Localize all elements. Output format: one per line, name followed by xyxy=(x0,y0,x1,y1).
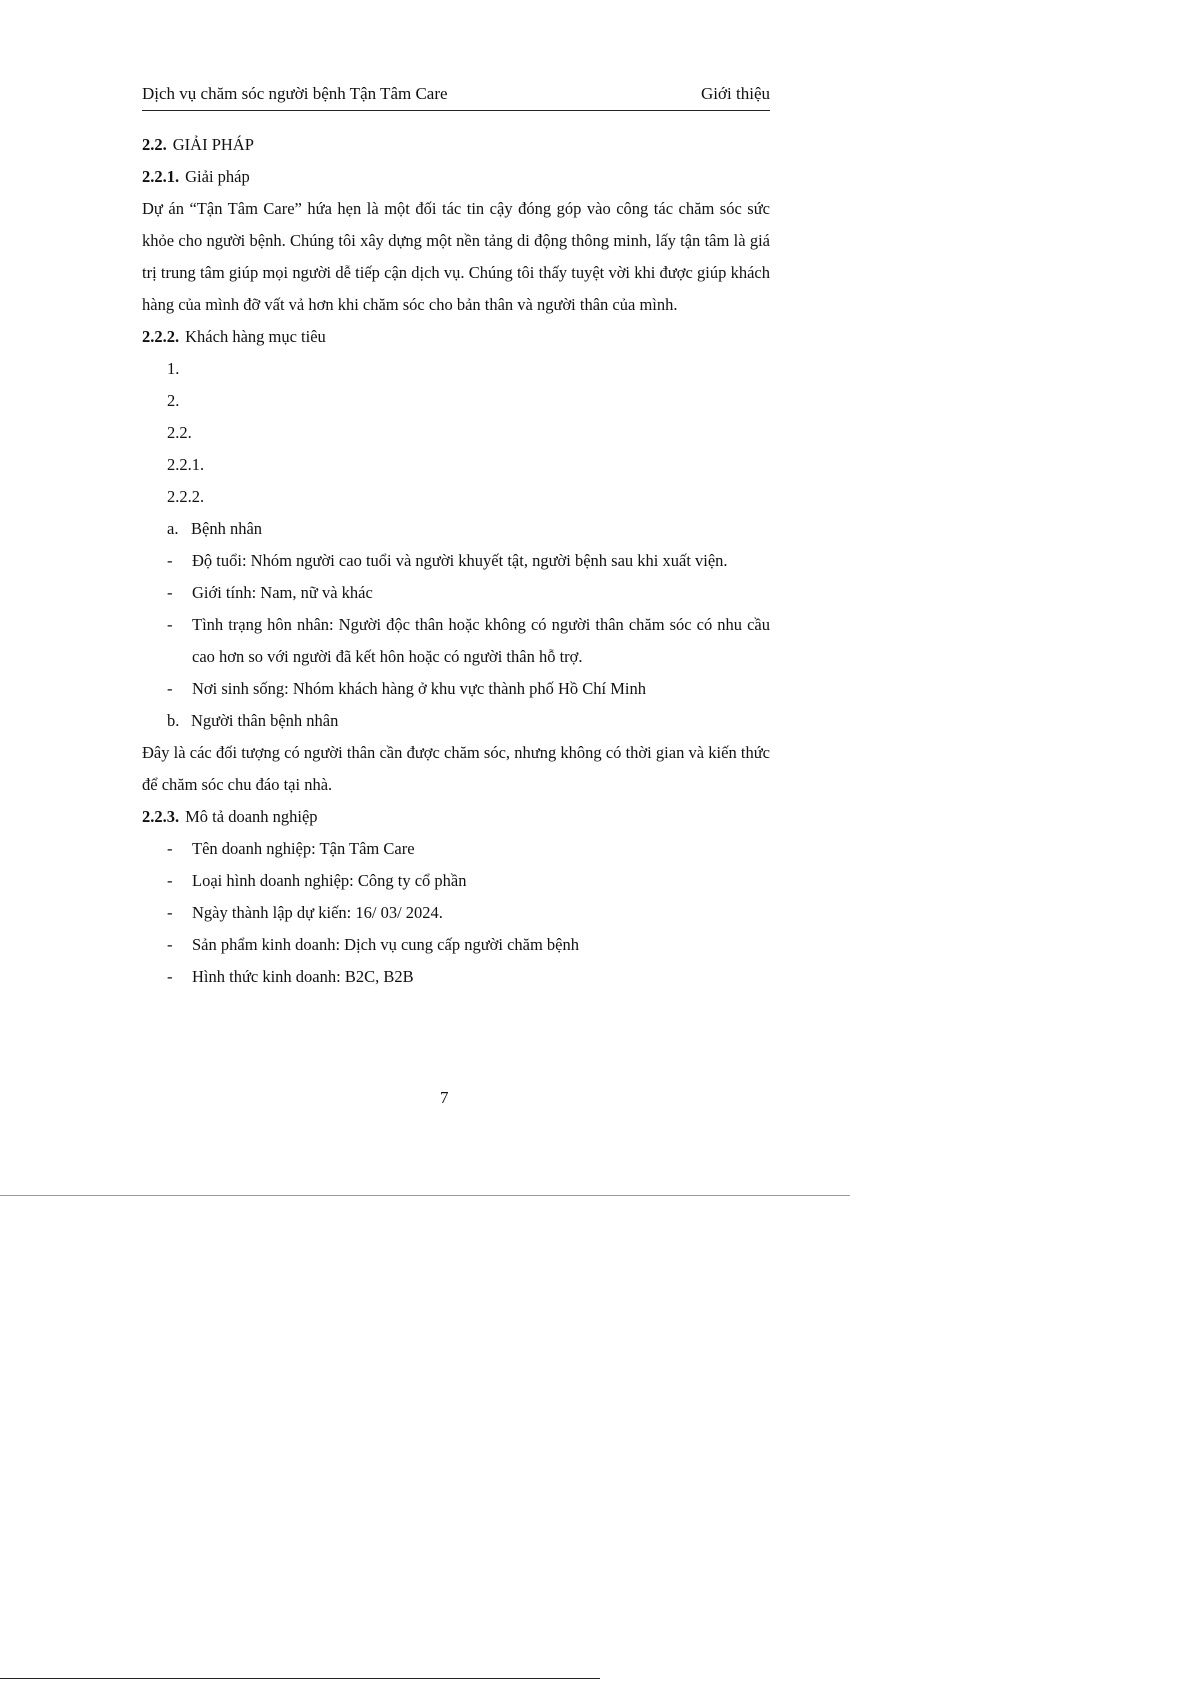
subsection-title: Giải pháp xyxy=(185,167,250,186)
list-item-text: Loại hình doanh nghiệp: Công ty cổ phần xyxy=(192,871,467,890)
section-heading xyxy=(142,129,770,161)
list-item-text: Sản phẩm kinh doanh: Dịch vụ cung cấp người chăm bệnh xyxy=(192,935,580,954)
dash-bullet: - xyxy=(167,967,173,986)
dash-bullet: - xyxy=(167,615,173,634)
solution-paragraph: Dự án “Tận Tâm Care” hứa hẹn là một đối tác tin cậy đóng góp vào công tác chăm sóc sức khỏe cho người bệnh. Chúng tôi xây dựng một nền tảng di động thông minh, lấy tận tâm là giá trị trung tâm giúp mọi người dễ tiếp cận dịch vụ. Chúng tôi thấy tuyệt vời khi được giúp khách hàng của mình đỡ vất vả hơn khi chăm sóc cho bản thân và người thân của mình. xyxy=(142,199,770,314)
header-title: Dịch vụ chăm sóc người bệnh Tận Tâm Care xyxy=(142,84,448,103)
dash-bullet: - xyxy=(167,583,173,602)
running-header xyxy=(142,80,770,111)
dash-bullet: - xyxy=(167,871,173,890)
list-item-text: Tình trạng hôn nhân: Người độc thân hoặc không có người thân chăm sóc có nhu cầu cao hơn so với người đã kết hôn hoặc có người thân hỗ trợ. xyxy=(192,615,770,666)
list-item xyxy=(142,961,770,993)
dash-bullet: - xyxy=(167,903,173,922)
dash-bullet: - xyxy=(167,679,173,698)
outline-number: 2.2.2. xyxy=(167,487,205,506)
list-item xyxy=(142,929,770,961)
relatives-paragraph: Đây là các đối tượng có người thân cần được chăm sóc, nhưng không có thời gian và kiến thức để chăm sóc chu đáo tại nhà. xyxy=(142,743,770,794)
page-number: 7 xyxy=(440,1088,449,1107)
outline-number: 2. xyxy=(167,391,180,410)
group-a-title: Bệnh nhân xyxy=(191,519,263,538)
dash-bullet: - xyxy=(167,935,173,954)
subsection-heading-2-2-1 xyxy=(142,161,770,193)
section-number: 2.2. xyxy=(142,135,167,154)
list-item xyxy=(142,673,770,705)
footnote-rule xyxy=(0,1678,600,1679)
list-item-text: Hình thức kinh doanh: B2C, B2B xyxy=(192,967,414,986)
group-a-mark: a. xyxy=(167,519,179,538)
group-b-title: Người thân bệnh nhân xyxy=(191,711,339,730)
page-content xyxy=(142,129,770,993)
page-bottom-rule xyxy=(0,1195,850,1196)
section-title: GIẢI PHÁP xyxy=(172,135,254,154)
subsection-number: 2.2.2. xyxy=(142,327,180,346)
dash-bullet: - xyxy=(167,839,173,858)
list-item xyxy=(142,897,770,929)
list-item-text: Nơi sinh sống: Nhóm khách hàng ở khu vực thành phố Hồ Chí Minh xyxy=(192,679,646,698)
outline-number: 2.2.1. xyxy=(167,455,205,474)
group-b-heading xyxy=(142,705,770,737)
outline-number: 1. xyxy=(167,359,180,378)
dash-bullet: - xyxy=(167,551,173,570)
list-item xyxy=(142,865,770,897)
subsection-number: 2.2.3. xyxy=(142,807,180,826)
subsection-title: Khách hàng mục tiêu xyxy=(185,327,326,346)
list-item xyxy=(142,609,770,673)
list-item-text: Tên doanh nghiệp: Tận Tâm Care xyxy=(192,839,415,858)
subsection-number: 2.2.1. xyxy=(142,167,180,186)
group-a-heading xyxy=(142,513,770,545)
group-b-mark: b. xyxy=(167,711,180,730)
list-item-text: Giới tính: Nam, nữ và khác xyxy=(192,583,373,602)
list-item xyxy=(142,833,770,865)
subsection-heading-2-2-3 xyxy=(142,801,770,833)
subsection-heading-2-2-2 xyxy=(142,321,770,353)
document-page xyxy=(142,80,770,993)
list-item-text: Ngày thành lập dự kiến: 16/ 03/ 2024. xyxy=(192,903,443,922)
list-item xyxy=(142,545,770,577)
list-item xyxy=(142,577,770,609)
subsection-title: Mô tả doanh nghiệp xyxy=(185,807,318,826)
list-item-text: Độ tuổi: Nhóm người cao tuổi và người khuyết tật, người bệnh sau khi xuất viện. xyxy=(192,551,728,570)
outline-number: 2.2. xyxy=(167,423,192,442)
header-section: Giới thiệu xyxy=(701,84,770,103)
